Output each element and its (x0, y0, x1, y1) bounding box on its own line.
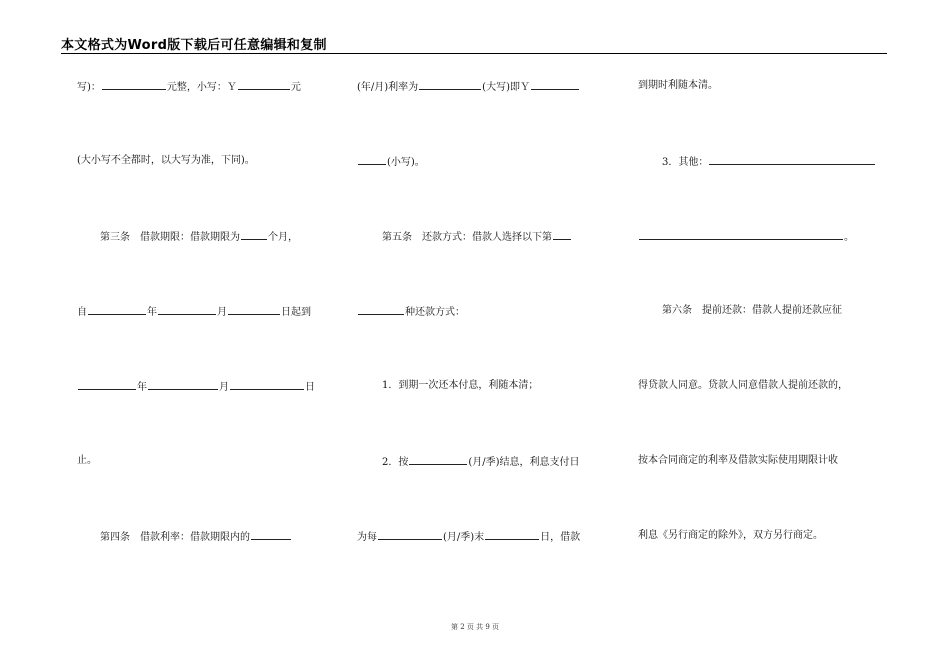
text-line (382, 229, 572, 245)
fill-blank (228, 304, 280, 315)
header-title: 本文格式为Word版下载后可任意编辑和复制 (61, 38, 327, 53)
text-segment: 元 (290, 82, 301, 93)
fill-blank (409, 454, 467, 465)
text-segment: (大写)即Ｙ (482, 82, 530, 93)
text-segment: 到期时利随本清。 (638, 80, 718, 91)
text-line (662, 154, 876, 170)
fill-blank (88, 304, 146, 315)
text-segment: 第六条 提前还款：借款人提前还款应征 (662, 305, 842, 316)
text-segment: 利息《另行商定的除外》，双方另行商定。 (638, 530, 823, 541)
text-line (357, 529, 580, 545)
text-line (77, 379, 315, 395)
text-line (382, 454, 580, 470)
header-divider (61, 53, 887, 54)
text-segment: 种还款方式： (405, 307, 465, 318)
fill-blank (158, 304, 216, 315)
text-line (638, 229, 854, 245)
fill-blank (241, 229, 267, 240)
text-line (77, 79, 301, 95)
fill-blank (358, 154, 386, 165)
fill-blank (251, 529, 291, 540)
text-segment: 为每 (357, 532, 377, 543)
text-segment: 年 (147, 307, 157, 318)
text-line (638, 79, 718, 93)
fill-blank (238, 79, 290, 90)
text-line (100, 529, 292, 545)
text-line (382, 379, 538, 393)
text-line (638, 454, 838, 468)
text-line (638, 529, 823, 543)
text-segment: (小写)。 (387, 157, 425, 168)
text-segment: 日起到 (281, 307, 311, 318)
text-line (77, 304, 311, 320)
text-line (77, 154, 255, 168)
text-segment: 止。 (77, 455, 97, 466)
text-segment: 日，借款 (540, 532, 581, 543)
fill-blank (709, 154, 875, 165)
text-line (357, 79, 580, 95)
text-segment: 个月， (268, 232, 298, 243)
text-segment: 第四条 借款利率：借款期限内的 (100, 532, 250, 543)
text-segment: 写)： (77, 82, 101, 93)
text-segment: 第三条 借款期限：借款期限为 (100, 232, 240, 243)
fill-blank (230, 379, 304, 390)
text-segment: 3．其他： (662, 157, 709, 168)
text-segment: 年 (137, 382, 147, 393)
fill-blank (102, 79, 166, 90)
text-segment: 按本合同商定的利率及借款实际使用期限计收 (638, 455, 838, 466)
text-segment: 1．到期一次还本付息，利随本清； (382, 380, 539, 391)
fill-blank (358, 304, 404, 315)
text-line (662, 304, 842, 318)
text-line (638, 379, 848, 393)
text-segment: 第五条 还款方式：借款人选择以下第 (382, 232, 552, 243)
text-line (100, 229, 298, 245)
fill-blank (148, 379, 218, 390)
text-segment: (月/季)结息，利息支付日 (468, 457, 580, 468)
text-segment: 。 (844, 232, 854, 243)
text-segment: 2．按 (382, 457, 409, 468)
text-segment: 日 (305, 382, 315, 393)
text-line (357, 304, 465, 320)
document-header (61, 34, 887, 54)
text-segment: 月 (217, 307, 227, 318)
text-segment: (大小写不全都时，以大写为准，下同)。 (77, 155, 255, 166)
fill-blank (639, 229, 843, 240)
text-segment: (月/季)末 (443, 532, 485, 543)
text-line (357, 154, 425, 170)
text-line (77, 454, 97, 468)
fill-blank (553, 229, 571, 240)
fill-blank (485, 529, 539, 540)
text-segment: 元整，小写：Ｙ (166, 82, 237, 93)
text-segment: 自 (77, 307, 87, 318)
text-segment: (年/月)利率为 (357, 82, 419, 93)
text-segment: 月 (219, 382, 229, 393)
page-number: 第 2 页 共 9 页 (450, 623, 500, 631)
fill-blank (78, 379, 136, 390)
fill-blank (419, 79, 481, 90)
text-segment: 得贷款人同意。贷款人同意借款人提前还款的， (638, 380, 848, 391)
fill-blank (531, 79, 579, 90)
fill-blank (378, 529, 442, 540)
